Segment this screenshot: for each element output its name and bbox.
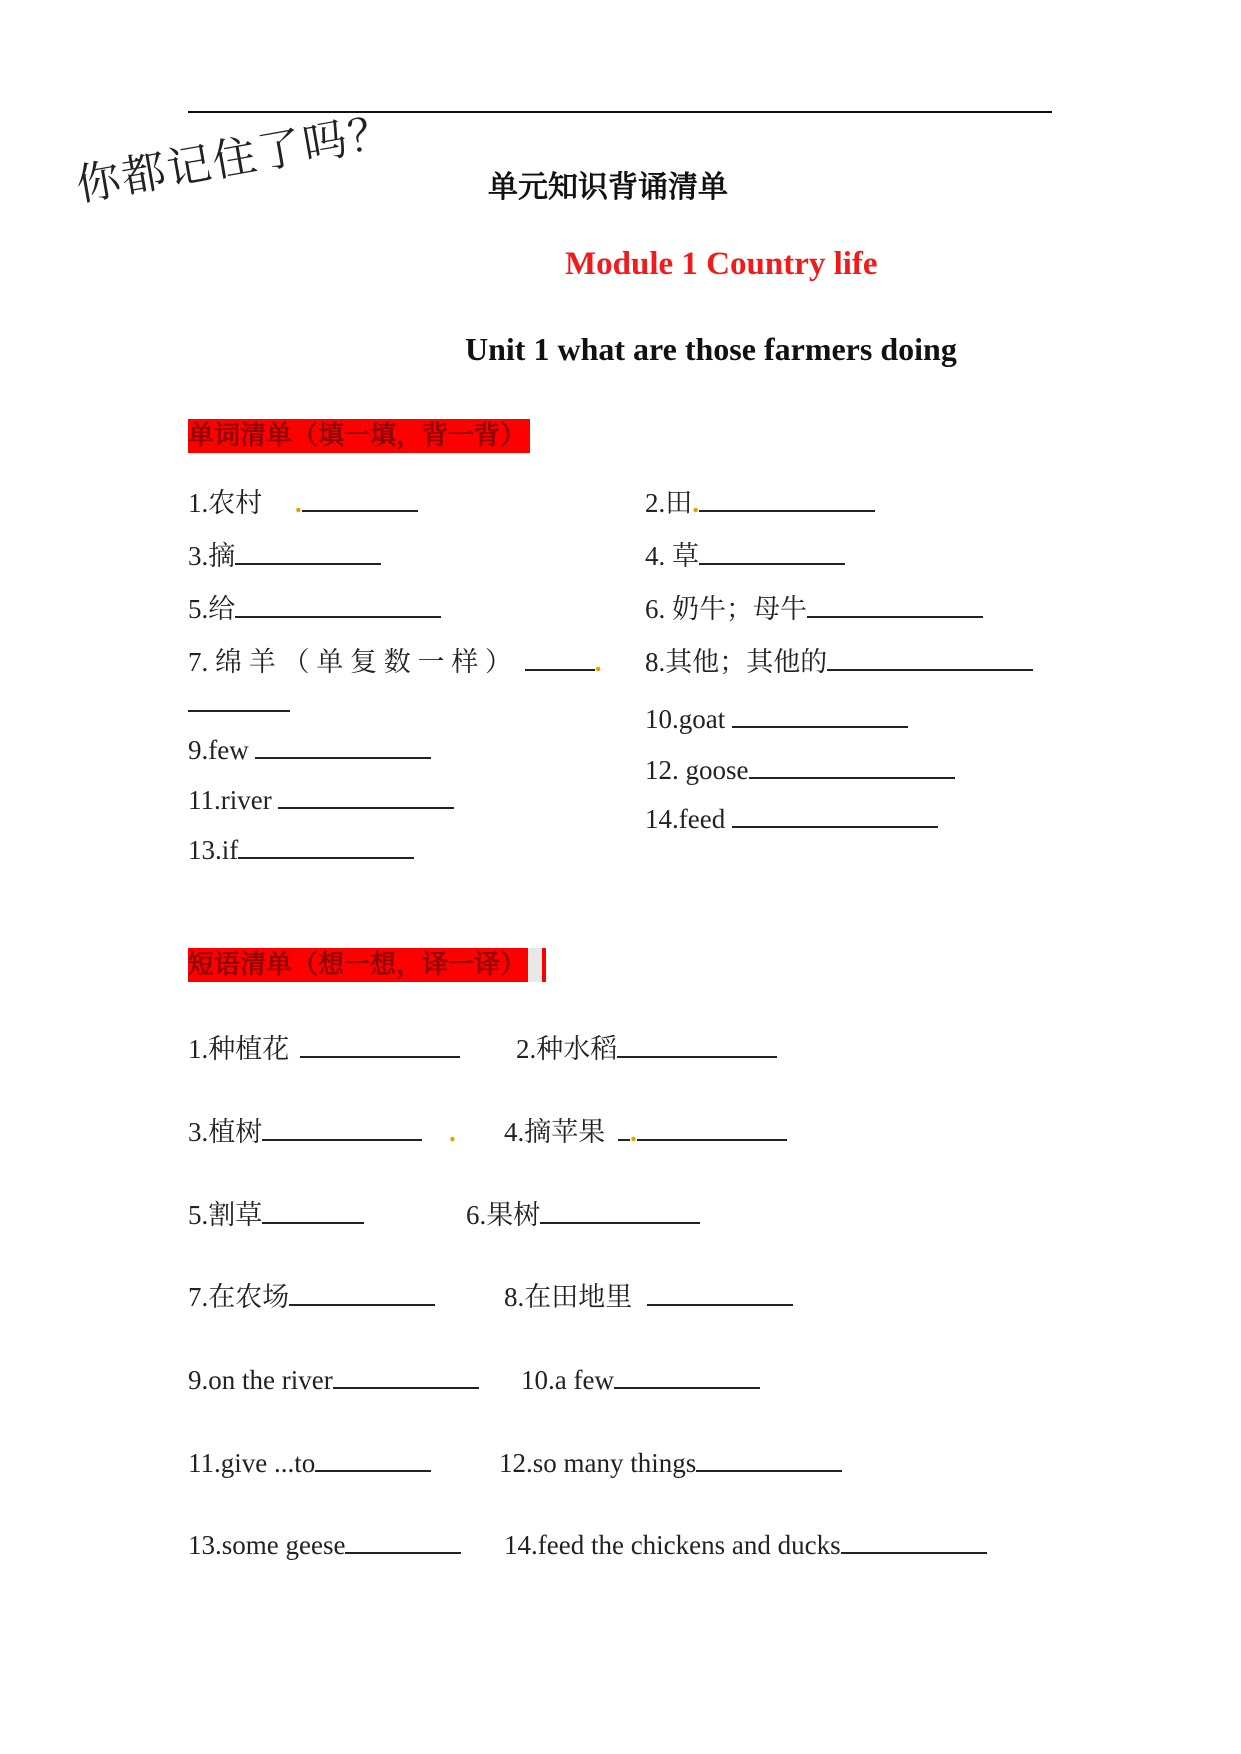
phrase-item (188, 1444, 431, 1480)
phrase-label: 13.some geese (188, 1530, 346, 1560)
phrase-label: 7.在农场 (188, 1282, 290, 1312)
answer-blank[interactable] (699, 537, 845, 565)
vocab-item (645, 537, 845, 573)
vocab-item (645, 643, 1033, 679)
answer-blank[interactable] (262, 1113, 422, 1141)
phrase-item (499, 1444, 842, 1480)
phrase-item (188, 1196, 364, 1232)
mark-dot: . (449, 1117, 456, 1147)
phrase-item (188, 1361, 479, 1397)
phrase-heading-text: 短语清单（想一想，译一译） (188, 950, 527, 980)
vocab-item (188, 590, 441, 626)
answer-blank[interactable] (732, 800, 938, 828)
answer-blank[interactable] (525, 643, 595, 671)
mark-dot: . (594, 647, 602, 677)
phrase-item (521, 1361, 760, 1397)
phrase-label: 10.a few (521, 1365, 614, 1395)
vocab-label: 3.摘 (188, 541, 236, 571)
phrase-label: 12.so many things (499, 1448, 697, 1478)
vocab-item (188, 731, 431, 767)
answer-blank[interactable] (618, 1113, 630, 1141)
vocab-label: 6. 奶牛；母牛 (645, 594, 807, 624)
vocab-item (645, 700, 908, 736)
vocab-item (188, 643, 602, 679)
phrase-label: 14.feed the chickens and ducks (504, 1530, 841, 1560)
answer-blank[interactable] (188, 684, 290, 712)
vocab-section-heading (188, 419, 530, 453)
phrase-label: 6.果树 (466, 1200, 541, 1230)
vocab-label: 4. 草 (645, 541, 699, 571)
answer-blank[interactable] (807, 590, 983, 618)
phrase-item (516, 1030, 777, 1066)
answer-blank[interactable] (749, 751, 955, 779)
answer-blank[interactable] (732, 700, 908, 728)
phrase-label: 2.种水稻 (516, 1034, 618, 1064)
vocab-label: 2.田 (645, 488, 693, 518)
answer-blank[interactable] (255, 731, 431, 759)
answer-blank[interactable] (315, 1444, 431, 1472)
module-title: Module 1 Country life (565, 246, 878, 282)
unit-title: Unit 1 what are those farmers doing (465, 331, 957, 367)
vocab-label: 12. goose (645, 755, 749, 785)
phrase-item (188, 1526, 461, 1562)
document-title: 单元知识背诵清单 (488, 170, 728, 205)
phrase-item (504, 1278, 793, 1314)
answer-blank[interactable] (699, 484, 875, 512)
answer-blank[interactable] (235, 590, 441, 618)
heading-tail (528, 948, 542, 982)
vocab-label: 10.goat (645, 704, 726, 734)
vocab-item-continuation (188, 684, 290, 720)
vocab-item (188, 537, 381, 573)
phrase-label: 9.on the river (188, 1365, 333, 1395)
answer-blank[interactable] (289, 1278, 435, 1306)
vocab-label: 8.其他；其他的 (645, 647, 828, 677)
answer-blank[interactable] (302, 484, 418, 512)
phrase-section-heading (188, 948, 546, 982)
phrase-item (188, 1278, 435, 1314)
vocab-label: 14.feed (645, 804, 726, 834)
slogan: 你都记住了吗？ (72, 105, 399, 212)
answer-blank[interactable] (647, 1278, 793, 1306)
vocab-label: 5.给 (188, 594, 236, 624)
phrase-label: 8.在田地里 (504, 1282, 633, 1312)
vocab-item (645, 484, 875, 520)
phrase-item (504, 1526, 987, 1562)
phrase-label: 4.摘苹果 (504, 1117, 606, 1147)
answer-blank[interactable] (827, 643, 1033, 671)
phrase-item (466, 1196, 700, 1232)
answer-blank[interactable] (235, 537, 381, 565)
vocab-item (188, 781, 454, 817)
mark-dot: . (630, 1117, 637, 1147)
phrase-label: 11.give ...to (188, 1448, 316, 1478)
vocab-label: 11.river (188, 785, 272, 815)
answer-blank[interactable] (333, 1361, 479, 1389)
answer-blank[interactable] (345, 1526, 461, 1554)
mark-dot: . (295, 488, 302, 518)
phrase-item (188, 1113, 456, 1149)
vocab-item (645, 800, 938, 836)
vocab-item (188, 484, 418, 520)
answer-blank[interactable] (278, 781, 454, 809)
mark-dot: . (692, 488, 699, 518)
vocab-label: 7. 绵 羊 （ 单 复 数 一 样 ） (188, 647, 512, 677)
phrase-label: 3.植树 (188, 1117, 263, 1147)
answer-blank[interactable] (637, 1113, 787, 1141)
phrase-label: 1.种植花 (188, 1034, 290, 1064)
vocab-label: 13.if (188, 835, 239, 865)
phrase-item (188, 1030, 460, 1066)
answer-blank[interactable] (262, 1196, 364, 1224)
answer-blank[interactable] (540, 1196, 700, 1224)
vocab-heading-text: 单词清单（填一填，背一背） (188, 421, 527, 451)
answer-blank[interactable] (841, 1526, 987, 1554)
vocab-label: 1.农村 (188, 488, 263, 518)
phrase-item (504, 1113, 787, 1149)
answer-blank[interactable] (614, 1361, 760, 1389)
answer-blank[interactable] (238, 831, 414, 859)
vocab-item (645, 751, 955, 787)
vocab-item (645, 590, 983, 626)
phrase-label: 5.割草 (188, 1200, 263, 1230)
answer-blank[interactable] (617, 1030, 777, 1058)
answer-blank[interactable] (300, 1030, 460, 1058)
vocab-label: 9.few (188, 735, 249, 765)
answer-blank[interactable] (696, 1444, 842, 1472)
vocab-item (188, 831, 414, 867)
